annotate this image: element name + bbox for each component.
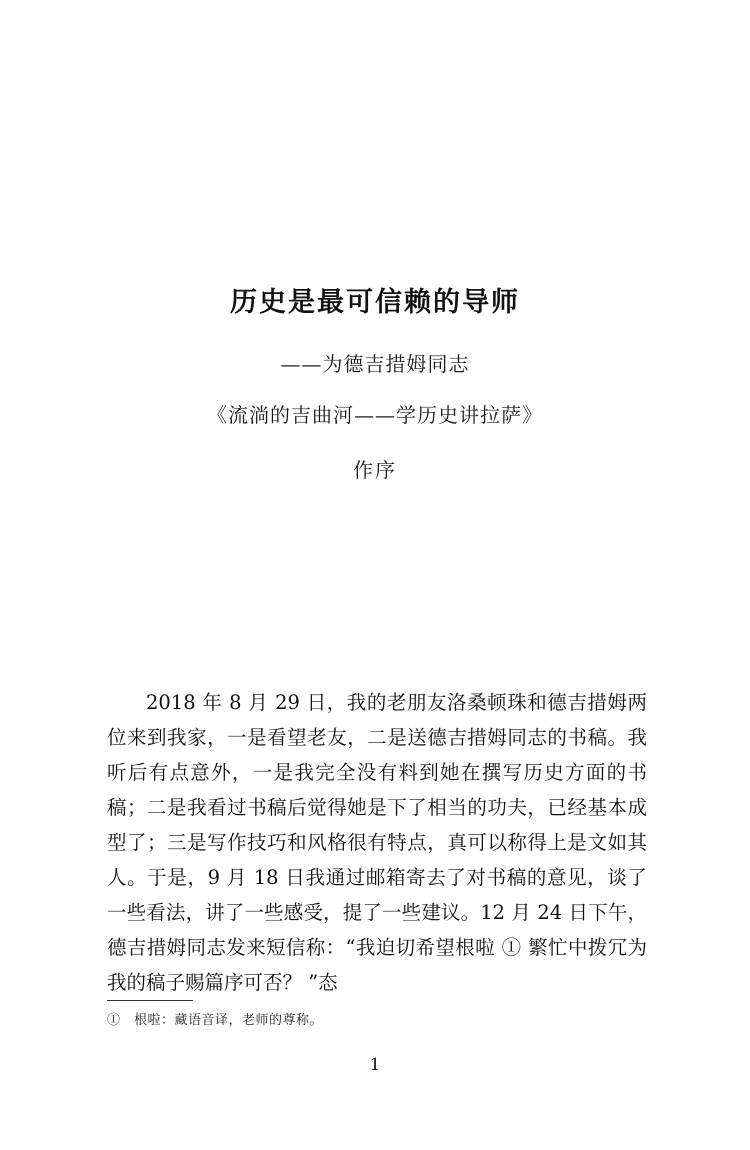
footnote-divider bbox=[107, 1000, 193, 1001]
subtitle-preface-label: 作序 bbox=[353, 458, 397, 483]
subtitle-dedication: ——为德吉措姆同志 bbox=[280, 352, 470, 377]
body-block bbox=[107, 685, 647, 1000]
subtitle-book-name: 《流淌的吉曲河——学历史讲拉萨》 bbox=[207, 403, 543, 428]
title-block bbox=[0, 285, 750, 483]
footnote-text: ① 根啦：藏语音译，老师的尊称。 bbox=[107, 1013, 324, 1028]
page-title: 历史是最可信赖的导师 bbox=[230, 287, 520, 318]
page-number: 1 bbox=[369, 1055, 381, 1075]
footnote-block bbox=[107, 1000, 647, 1031]
body-paragraph: 2018 年 8 月 29 日，我的老朋友洛桑顿珠和德吉措姆两位来到我家，一是看望老友，二是送德吉措姆同志的书稿。我听后有点意外，一是我完全没有料到她在撰写历史方面的书稿；二是我看过书稿后觉得她是下了相当的功夫，已经基本成型了；三是写作技巧和风格很有特点，真可以称得上是文如其人。于是，9 月 18 日我通过邮箱寄去了对书稿的意见，谈了一些看法，讲了一些感受，提了一些建议。12 月 24 日下午，德吉措姆同志发来短信称：“我迫切希望根啦 ① 繁忙中拨冗为我的稿子赐篇序可否？ ”态 bbox=[107, 691, 647, 994]
